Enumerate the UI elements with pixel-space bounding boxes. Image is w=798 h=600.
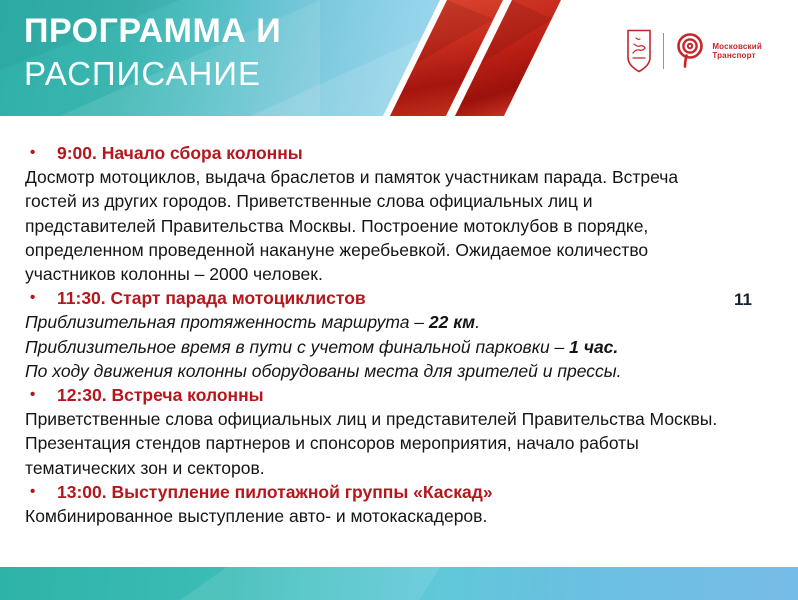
schedule-section bbox=[25, 286, 775, 383]
footer-facet bbox=[180, 567, 440, 600]
moscow-coat-of-arms-icon bbox=[626, 29, 652, 73]
page-number: 11 bbox=[734, 290, 752, 309]
moscow-transport-label bbox=[712, 42, 762, 61]
moscow-transport-label-line1: Московский bbox=[712, 41, 762, 51]
schedule-content bbox=[25, 141, 775, 528]
schedule-item-time-title: 12:30. Встреча колонны bbox=[57, 385, 264, 406]
bullet-icon: • bbox=[30, 386, 36, 404]
schedule-text-line: участников колонны – 2000 человек. bbox=[25, 264, 323, 285]
logo-divider bbox=[663, 33, 664, 69]
schedule-item-time-title: 11:30. Старт парада мотоциклистов bbox=[57, 288, 366, 309]
schedule-item-time-title: 9:00. Начало сбора колонны bbox=[57, 143, 303, 163]
schedule-text-line: тематических зон и секторов. bbox=[25, 457, 265, 478]
schedule-section bbox=[25, 141, 775, 286]
schedule-text-line: определенном проведенной накануне жеребьевкой. Ожидаемое количество bbox=[25, 239, 649, 260]
footer bbox=[0, 567, 798, 600]
logo-group bbox=[626, 29, 762, 73]
schedule-text-line: По ходу движения колонны оборудованы места для зрителей и прессы. bbox=[25, 360, 622, 381]
schedule-item-heading bbox=[25, 383, 775, 407]
schedule-text-line: Досмотр мотоциклов, выдача браслетов и памяток участникам парада. Встреча bbox=[25, 167, 679, 188]
schedule-text-line: Приветственные слова официальных лиц и представителей Правительства Москвы. bbox=[25, 409, 718, 430]
schedule-section bbox=[25, 383, 775, 480]
page-title-line1: ПРОГРАММА И bbox=[24, 12, 282, 50]
moscow-transport-logo-icon bbox=[675, 32, 705, 70]
schedule-item-heading bbox=[25, 286, 775, 310]
schedule-text-line: Комбинированное выступление авто- и мотокаскадеров. bbox=[25, 506, 488, 527]
schedule-section bbox=[25, 480, 775, 528]
schedule-item-heading bbox=[25, 141, 775, 165]
page-title bbox=[24, 9, 281, 95]
schedule-item-heading bbox=[25, 480, 775, 504]
schedule-text-line: Приблизительное время в пути с учетом финальной парковки – 1 час. bbox=[25, 336, 619, 357]
moscow-transport-label-line2: Транспорт bbox=[712, 51, 756, 60]
schedule-text-line: представителей Правительства Москвы. Построение мотоклубов в порядке, bbox=[25, 215, 649, 236]
schedule-item-time-title: 13:00. Выступление пилотажной группы «Каскад» bbox=[57, 481, 493, 502]
schedule-text-line: Приблизительная протяженность маршрута – 22 км. bbox=[25, 312, 480, 333]
schedule-text-line: Презентация стендов партнеров и спонсоров мероприятия, начало работы bbox=[25, 433, 639, 454]
header bbox=[0, 0, 798, 116]
schedule-text-line: гостей из других городов. Приветственные слова официальных лиц и bbox=[25, 191, 593, 212]
bullet-icon: • bbox=[30, 482, 36, 500]
bullet-icon: • bbox=[30, 289, 36, 307]
page-title-line2: РАСПИСАНИЕ bbox=[24, 55, 262, 92]
bullet-icon: • bbox=[30, 144, 36, 161]
